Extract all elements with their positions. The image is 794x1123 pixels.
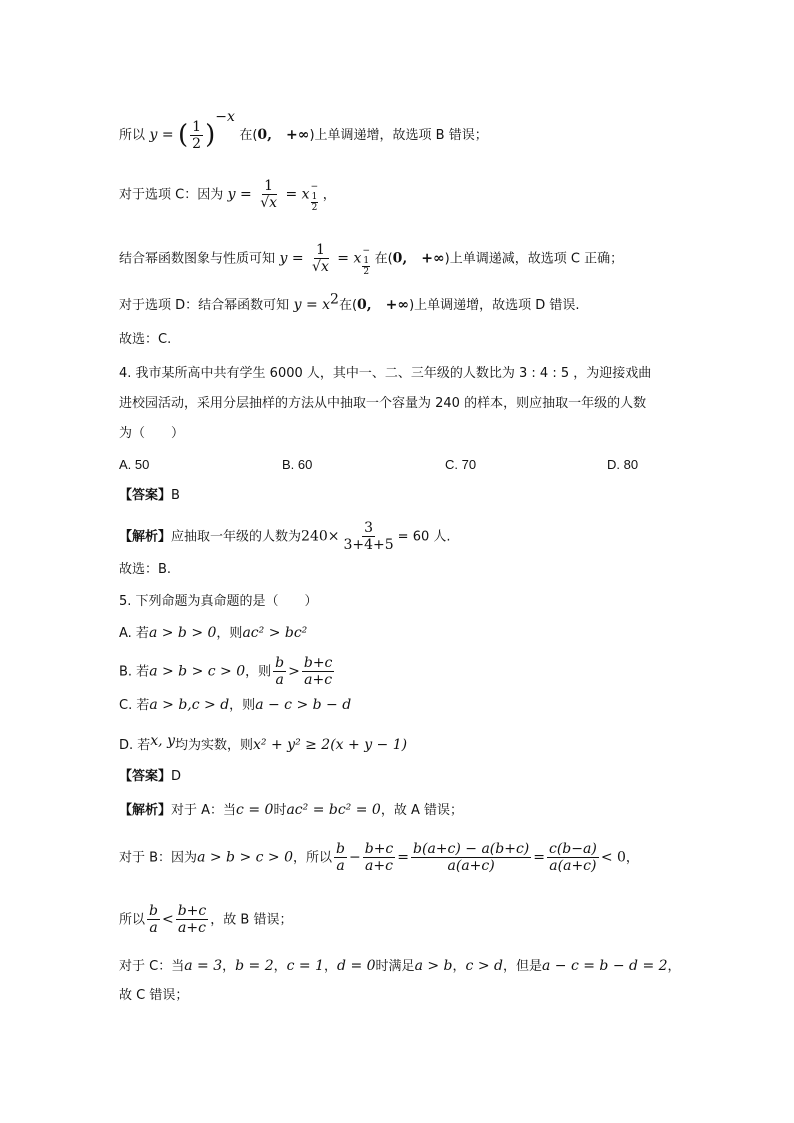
text: )上单调递增，故选项 B 错误； <box>309 128 488 143</box>
text: ， <box>322 187 336 203</box>
frac-num: 1 <box>192 118 202 135</box>
frac-num: 3 <box>364 520 374 536</box>
line-option-b-conclusion <box>119 109 488 152</box>
math: x² + y² ≥ 2(x + y − 1) <box>253 737 408 753</box>
text: 对于 B：因为 <box>119 850 198 866</box>
exponent-fraction: − $\frac{1}{2}$ <box>310 181 319 213</box>
math: = x <box>337 250 362 267</box>
math: c > d <box>465 958 503 974</box>
q4-stem-line-3: 为（ ） <box>119 426 185 441</box>
fraction <box>273 655 286 688</box>
math: b = 2 <box>235 958 274 974</box>
frac-den: a+c <box>365 858 393 874</box>
text: 对于 C：当 <box>119 959 185 974</box>
q4-option-d: D. 80 <box>607 457 639 472</box>
text: ，则 <box>216 626 243 641</box>
math: a > b > c > 0 <box>197 849 294 866</box>
q4-stem-line-1: 4. 我市某所高中共有学生 6000 人，其中一、二、三年级的人数比为 3 : 4 : 5 ，为迎接戏曲 <box>119 366 652 381</box>
text: 对于 A：当 <box>171 803 237 818</box>
text: ， <box>625 850 639 866</box>
math: a − c = b − d = 2 <box>541 958 668 974</box>
frac-num: b+c <box>364 841 394 857</box>
answer-value: D <box>171 769 182 784</box>
fraction <box>302 655 335 688</box>
exp-den: 2 <box>363 266 370 277</box>
frac-den: a <box>336 858 345 874</box>
q5-option-b <box>119 655 336 688</box>
math: a > b > 0 <box>148 625 217 641</box>
q5-analysis-b-1 <box>119 841 639 874</box>
text: 时 <box>273 803 287 818</box>
radicand: x <box>320 259 329 275</box>
line-option-c-conclusion <box>119 242 623 277</box>
q5-option-d <box>119 731 407 756</box>
math: a > b > c > 0 <box>149 663 246 680</box>
frac-num: b <box>149 903 158 919</box>
q5-analysis-a <box>119 800 463 821</box>
q5-option-c <box>119 695 351 716</box>
frac-den: a(a+c) <box>447 858 495 874</box>
text: ， <box>324 959 338 974</box>
text: 在( <box>239 128 258 143</box>
text: )上单调递增，故选项 D 错误. <box>409 298 580 313</box>
math: < <box>161 911 174 928</box>
frac-num: b <box>336 841 345 857</box>
frac-den: a+c <box>304 672 333 688</box>
frac-den: a <box>275 672 284 688</box>
analysis-tag: 【解析】 <box>119 529 172 545</box>
text: 所以 <box>119 128 146 143</box>
choose-c: 故选：C. <box>119 332 172 347</box>
math: d = 0 <box>337 958 376 974</box>
exponent: 2 <box>330 291 339 308</box>
q5-analysis-c-1 <box>119 956 681 977</box>
frac-num: 1 <box>315 242 325 258</box>
fraction <box>190 119 203 152</box>
q4-answer <box>119 486 180 506</box>
text: 时满足 <box>375 959 415 974</box>
radicand: x <box>269 195 278 211</box>
q4-analysis <box>119 520 451 553</box>
frac-den: 3+4+5 <box>343 537 394 553</box>
math: a = 3 <box>184 958 223 974</box>
text: ，故 B 错误； <box>210 912 293 928</box>
frac-num: b(a+c) − a(b+c) <box>413 841 530 857</box>
text: ， <box>667 959 681 974</box>
math: = <box>397 849 410 866</box>
frac-num: b+c <box>177 903 207 919</box>
q4-option-c: C. 70 <box>445 457 477 472</box>
math: ac² > bc² <box>242 625 308 641</box>
frac-num: c(b−a) <box>549 841 597 857</box>
text: 均为实数，则 <box>175 738 254 753</box>
exp-num: 1 <box>363 255 370 266</box>
math: − <box>349 849 361 866</box>
fraction <box>310 242 331 275</box>
answer-value: B <box>171 488 180 503</box>
interval: 0, +∞ <box>392 250 445 267</box>
math: > <box>288 663 300 680</box>
fraction <box>176 903 209 936</box>
exponent: −x <box>215 109 235 125</box>
frac-den: √x <box>260 195 278 211</box>
answer-tag: 【答案】 <box>119 769 172 784</box>
frac-num: b+c <box>303 655 333 671</box>
q4-option-b: B. 60 <box>282 457 313 472</box>
text: 应抽取一年级的人数为 <box>171 529 302 545</box>
frac-den: a+c <box>178 920 206 936</box>
q4-option-a: A. 50 <box>119 457 150 472</box>
text: )上单调递减，故选项 C 正确； <box>444 251 624 267</box>
q5-analysis-b-2 <box>119 903 292 936</box>
text: ， <box>452 959 466 974</box>
math: < 0 <box>600 849 626 866</box>
fraction <box>411 841 531 874</box>
math: y = x <box>293 297 331 313</box>
option-label: D. 若 <box>119 738 151 753</box>
q5-analysis-c-2: 故 C 错误； <box>119 988 189 1003</box>
fraction <box>258 178 279 211</box>
text: 在( <box>374 251 393 267</box>
frac-den: a(a+c) <box>549 858 597 874</box>
text: 结合幂函数图象与性质可知 <box>119 251 276 267</box>
fraction <box>547 841 599 874</box>
fraction <box>363 841 396 874</box>
math: c = 0 <box>236 802 274 818</box>
text: = 60 人. <box>397 529 451 545</box>
analysis-tag: 【解析】 <box>119 803 172 818</box>
text: 在( <box>338 298 358 313</box>
frac-den: 2 <box>192 135 202 152</box>
paren-left: ( <box>178 120 189 150</box>
fraction <box>334 841 347 874</box>
q5-stem: 5. 下列命题为真命题的是（ ） <box>119 594 318 609</box>
answer-tag: 【答案】 <box>119 488 172 503</box>
text: ， <box>222 959 236 974</box>
frac-den: √x <box>312 259 329 275</box>
text: ，则 <box>229 698 256 713</box>
option-label: C. 若 <box>119 698 150 713</box>
q5-answer <box>119 767 181 787</box>
math: ac² = bc² = 0 <box>286 802 381 818</box>
exp-num: 1 <box>311 191 318 202</box>
exp-den: 2 <box>311 202 318 213</box>
text: ，所以 <box>293 850 333 866</box>
fraction <box>341 520 395 553</box>
q4-stem-line-2: 进校园活动，采用分层抽样的方法从中抽取一个容量为 240 的样本，则应抽取一年级的人数 <box>119 396 647 411</box>
interval: 0, +∞ <box>357 297 410 313</box>
interval: 0, +∞ <box>257 127 310 143</box>
math: = <box>533 849 545 866</box>
math: a > b,c > d <box>149 697 230 713</box>
text: 所以 <box>119 912 146 928</box>
math: y = <box>149 127 174 143</box>
math: y = <box>227 186 252 203</box>
paren-right: ) <box>205 120 216 150</box>
math: a > b <box>414 958 453 974</box>
frac-num: 1 <box>264 178 274 194</box>
frac-num: b <box>275 655 285 671</box>
math: x, y <box>150 733 175 749</box>
math: a − c > b − d <box>255 697 352 713</box>
q4-choose: 故选：B. <box>119 562 172 577</box>
text: ，但是 <box>502 959 542 974</box>
math: y = <box>279 250 304 267</box>
text: 对于选项 C：因为 <box>119 187 224 203</box>
line-option-d <box>119 291 580 316</box>
frac-den: a <box>149 920 158 936</box>
fraction <box>147 903 160 936</box>
text: ，则 <box>245 664 272 680</box>
math: 240× <box>301 528 340 545</box>
line-option-c-intro <box>119 178 336 213</box>
math: = x <box>285 186 310 203</box>
q5-option-a <box>119 623 307 644</box>
text: 对于选项 D：结合幂函数可知 <box>119 298 290 313</box>
exponent-fraction: − $\frac{1}{2}$ <box>362 245 371 277</box>
option-label: A. 若 <box>119 626 149 641</box>
option-label: B. 若 <box>119 664 150 680</box>
text: ， <box>273 959 287 974</box>
math: c = 1 <box>286 958 325 974</box>
text: ，故 A 错误； <box>380 803 464 818</box>
